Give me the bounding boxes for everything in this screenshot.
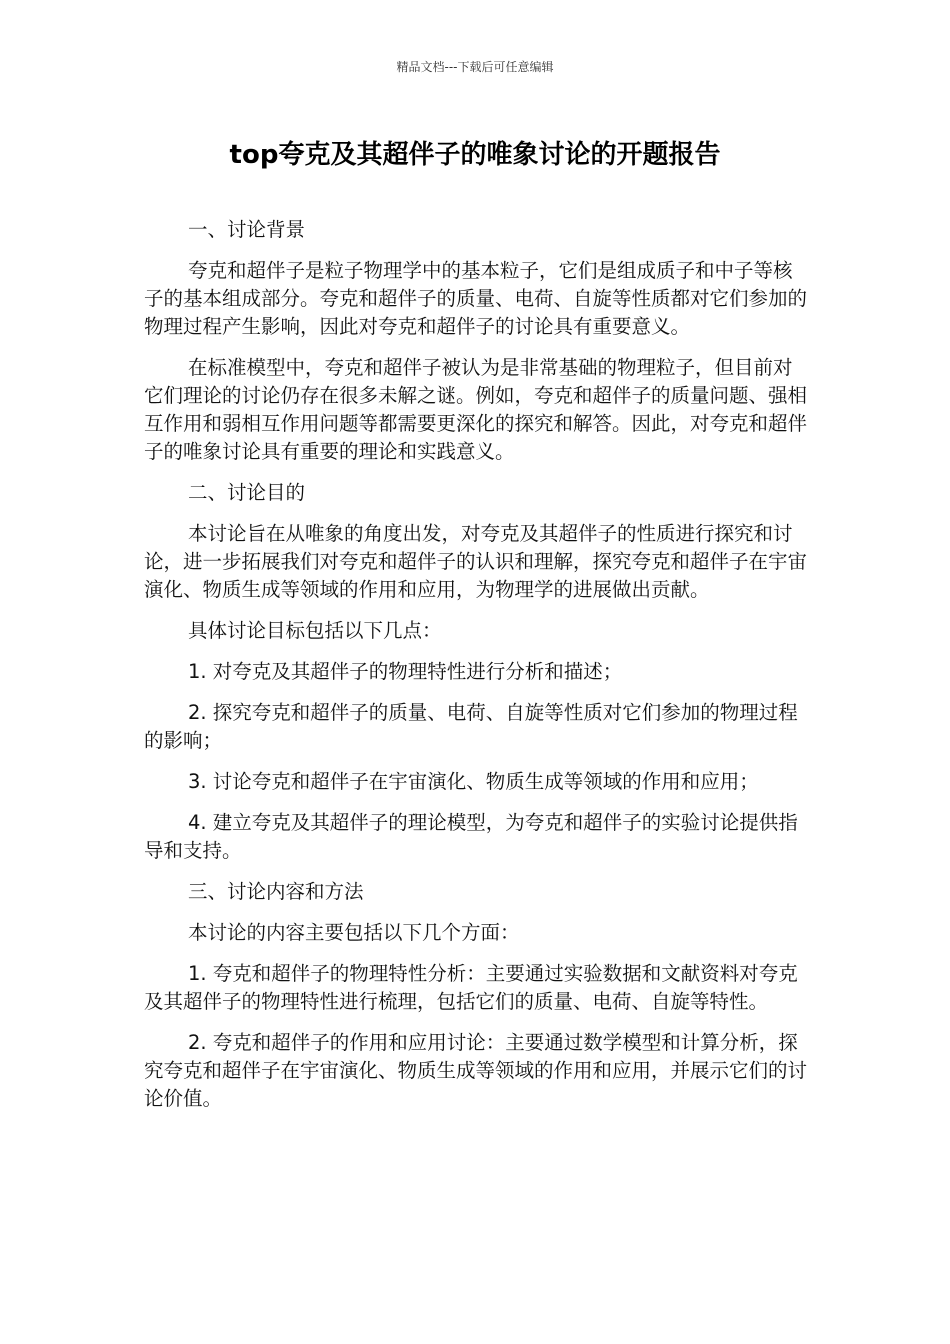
list-item: 2. 探究夸克和超伴子的质量、电荷、自旋等性质对它们参加的物理过程的影响； [144, 701, 798, 752]
paragraph: 在标准模型中，夸克和超伴子被认为是非常基础的物理粒子，但目前对它们理论的讨论仍存在很多未解之谜。例如，夸克和超伴子的质量问题、强相互作用和弱相互作用问题等都需要更深化的探究和解答。因此，对夸克和超伴子的唯象讨论具有重要的理论和实践意义。 [144, 356, 808, 463]
header-note: 精品文档---下载后可任意编辑 [396, 60, 554, 74]
paragraph: 夸克和超伴子是粒子物理学中的基本粒子，它们是组成质子和中子等核子的基本组成部分。夸克和超伴子的质量、电荷、自旋等性质都对它们参加的物理过程产生影响，因此对夸克和超伴子的讨论具有重要意义。 [144, 259, 808, 338]
paragraph: 具体讨论目标包括以下几点： [188, 619, 442, 642]
list-item: 1. 对夸克及其超伴子的物理特性进行分析和描述； [188, 660, 623, 683]
list-item: 4. 建立夸克及其超伴子的理论模型，为夸克和超伴子的实验讨论提供指导和支持。 [144, 811, 798, 862]
section-heading-purpose: 二、讨论目的 [188, 481, 306, 504]
paragraph: 本讨论旨在从唯象的角度出发，对夸克及其超伴子的性质进行探究和讨论，进一步拓展我们对夸克和超伴子的认识和理解，探究夸克和超伴子在宇宙演化、物质生成等领域的作用和应用，为物理学的进展做出贡献。 [144, 522, 808, 601]
list-item: 1. 夸克和超伴子的物理特性分析：主要通过实验数据和文献资料对夸克及其超伴子的物理特性进行梳理，包括它们的质量、电荷、自旋等特性。 [144, 962, 798, 1013]
document-title: top夸克及其超伴子的唯象讨论的开题报告 [229, 140, 721, 170]
paragraph: 本讨论的内容主要包括以下几个方面： [188, 921, 520, 944]
section-heading-background: 一、讨论背景 [188, 218, 306, 241]
list-item: 3. 讨论夸克和超伴子在宇宙演化、物质生成等领域的作用和应用； [188, 770, 759, 793]
document-body [144, 216, 808, 1126]
section-heading-content-methods: 三、讨论内容和方法 [188, 880, 364, 903]
list-item: 2. 夸克和超伴子的作用和应用讨论：主要通过数学模型和计算分析，探究夸克和超伴子在宇宙演化、物质生成等领域的作用和应用，并展示它们的讨论价值。 [144, 1031, 808, 1110]
